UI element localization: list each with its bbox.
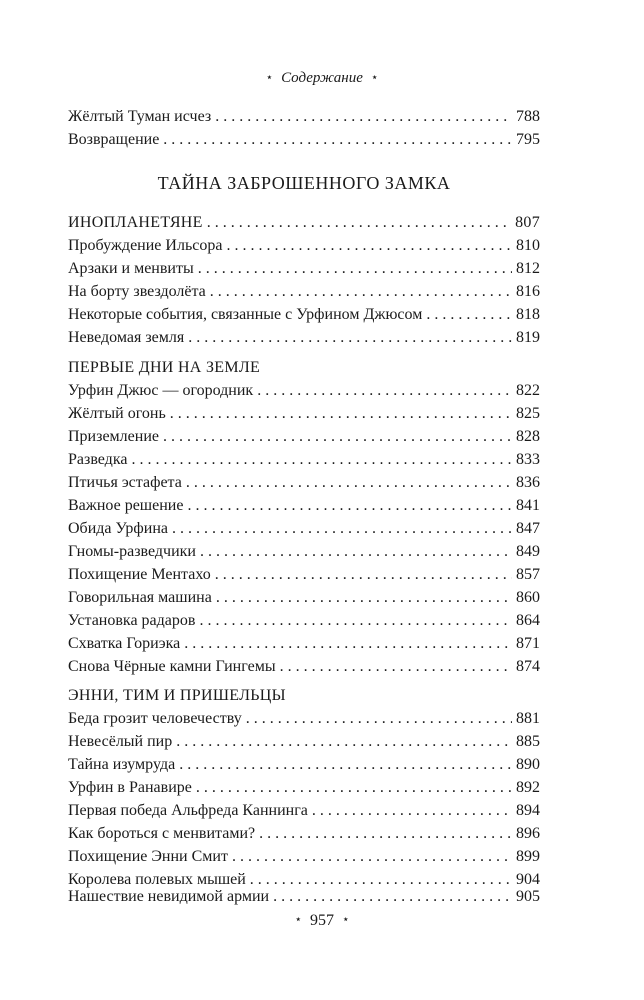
toc-entry-page: 795 (516, 131, 540, 148)
leader-dots (163, 426, 512, 448)
leader-dots (246, 708, 512, 730)
part-title: ЭННИ, ТИМ И ПРИШЕЛЬЦЫ (68, 687, 286, 704)
toc-entry-title: Установка радаров (68, 612, 196, 629)
toc-entry-title: На борту звездолёта (68, 283, 206, 300)
toc-entry[interactable] (68, 610, 540, 632)
toc-entry[interactable] (68, 426, 540, 448)
toc-entry-page: 894 (516, 802, 540, 819)
toc-entry[interactable] (68, 380, 540, 402)
leader-dots (257, 380, 512, 402)
leader-dots (207, 212, 511, 234)
toc-entry-page: 822 (516, 382, 540, 399)
star-ornament-icon: ⋆ (370, 70, 379, 84)
toc-entry[interactable] (68, 449, 540, 471)
toc-entry[interactable] (68, 731, 540, 753)
toc-entry[interactable] (68, 846, 540, 868)
star-ornament-icon: ⋆ (342, 912, 350, 926)
toc-entry[interactable] (68, 258, 540, 280)
toc-entry[interactable] (68, 106, 540, 128)
toc-entry[interactable] (68, 587, 540, 609)
toc-entry-page: 892 (516, 779, 540, 796)
toc-entry-title: Гномы-разведчики (68, 543, 196, 560)
leader-dots (184, 633, 512, 655)
toc-entry-page: 881 (516, 710, 540, 727)
leader-dots (215, 564, 512, 586)
toc-entry-title: Возвращение (68, 131, 160, 148)
leader-dots (188, 327, 512, 349)
part-heading-entry[interactable] (68, 212, 540, 234)
toc-entry[interactable] (68, 472, 540, 494)
toc-entry-title: Схватка Гориэка (68, 635, 181, 652)
leader-dots (215, 106, 512, 128)
leader-dots (273, 886, 512, 908)
toc-entry-page: 874 (516, 658, 540, 675)
toc-entry-page: 857 (516, 566, 540, 583)
leader-dots (198, 258, 512, 280)
leader-dots (163, 129, 512, 151)
page-footer (0, 912, 644, 930)
toc-entry-page: 788 (516, 108, 540, 125)
toc-entry-title: Арзаки и менвиты (68, 260, 194, 277)
leader-dots (170, 403, 512, 425)
leader-dots (199, 610, 512, 632)
toc-entry-title: Урфин в Ранавире (68, 779, 192, 796)
toc-entry[interactable] (68, 564, 540, 586)
toc-entry[interactable] (68, 495, 540, 517)
toc-entry[interactable] (68, 518, 540, 540)
leader-dots (176, 731, 512, 753)
leader-dots (232, 846, 512, 868)
toc-entry[interactable] (68, 886, 540, 908)
leader-dots (187, 495, 512, 517)
toc-entry-title: Невесёлый пир (68, 733, 173, 750)
toc-entry-title: Первая победа Альфреда Каннинга (68, 802, 308, 819)
toc-entry[interactable] (68, 823, 540, 845)
toc-entry-title: Королева полевых мышей (68, 871, 246, 888)
part-title: ИНОПЛАНЕТЯНЕ (68, 214, 203, 231)
part-title: ПЕРВЫЕ ДНИ НА ЗЕМЛЕ (68, 359, 261, 376)
toc-entry-title: Пробуждение Ильсора (68, 237, 223, 254)
leader-dots (426, 304, 512, 326)
toc-entry[interactable] (68, 800, 540, 822)
toc-entry-title: Птичья эстафета (68, 474, 182, 491)
toc-entry-page: 833 (516, 451, 540, 468)
star-ornament-icon: ⋆ (265, 70, 274, 84)
toc-entry[interactable] (68, 327, 540, 349)
part-page: 807 (515, 214, 540, 231)
toc-entry-page: 836 (516, 474, 540, 491)
toc-entry-title: Тайна изумруда (68, 756, 176, 773)
toc-entry[interactable] (68, 403, 540, 425)
toc-entry-title: Урфин Джюс — огородник (68, 382, 254, 399)
toc-entry-title: Говорильная машина (68, 589, 212, 606)
toc-entry-title: Важное решение (68, 497, 184, 514)
toc-entry-page: 896 (516, 825, 540, 842)
toc-entry[interactable] (68, 633, 540, 655)
toc-entry-page: 816 (516, 283, 540, 300)
toc-entry-title: Нашествие невидимой армии (68, 888, 270, 905)
page-number: 957 (310, 912, 334, 929)
leader-dots (216, 587, 512, 609)
book-title: ТАЙНА ЗАБРОШЕННОГО ЗАМКА (157, 173, 451, 193)
toc-entry-page: 812 (516, 260, 540, 277)
toc-entry-page: 899 (516, 848, 540, 865)
toc-entry[interactable] (68, 708, 540, 730)
leader-dots (280, 656, 512, 678)
toc-entry[interactable] (68, 777, 540, 799)
toc-entry[interactable] (68, 235, 540, 257)
toc-entry-page: 819 (516, 329, 540, 346)
toc-entry-page: 849 (516, 543, 540, 560)
toc-entry[interactable] (68, 541, 540, 563)
toc-entry[interactable] (68, 129, 540, 151)
leader-dots (179, 754, 512, 776)
toc-entry-title: Приземление (68, 428, 159, 445)
toc-entry-page: 847 (516, 520, 540, 537)
toc-entry-title: Как бороться с менвитами? (68, 825, 256, 842)
toc-entry-page: 860 (516, 589, 540, 606)
toc-entry-page: 864 (516, 612, 540, 629)
toc-entry-page: 904 (516, 871, 540, 888)
leader-dots (200, 541, 512, 563)
toc-entry-page: 841 (516, 497, 540, 514)
toc-entry[interactable] (68, 656, 540, 678)
leader-dots (259, 823, 512, 845)
toc-entry-title: Некоторые события, связанные с Урфином Джюсом (68, 306, 423, 323)
running-title: Содержание (281, 70, 363, 86)
leader-dots (226, 235, 512, 257)
toc-entry-page: 890 (516, 756, 540, 773)
toc-entry-page: 810 (516, 237, 540, 254)
toc-entry-page: 818 (516, 306, 540, 323)
toc-entry-title: Похищение Энни Смит (68, 848, 228, 865)
running-head (0, 70, 644, 87)
toc-entry-title: Похищение Ментахо (68, 566, 211, 583)
toc-entry-page: 885 (516, 733, 540, 750)
leader-dots (312, 800, 512, 822)
toc-entry-title: Жёлтый Туман исчез (68, 108, 212, 125)
toc-entry-title: Разведка (68, 451, 128, 468)
toc-entry[interactable] (68, 304, 540, 326)
leader-dots (172, 518, 512, 540)
toc-entry-page: 871 (516, 635, 540, 652)
leader-dots (186, 472, 512, 494)
leader-dots (196, 777, 512, 799)
toc-entry[interactable] (68, 754, 540, 776)
toc-entry-title: Жёлтый огонь (68, 405, 166, 422)
leader-dots (210, 281, 512, 303)
star-ornament-icon: ⋆ (294, 912, 302, 926)
toc-entry-title: Неведомая земля (68, 329, 185, 346)
toc-entry[interactable] (68, 281, 540, 303)
toc-entry-page: 828 (516, 428, 540, 445)
toc-entry-title: Снова Чёрные камни Гингемы (68, 658, 276, 675)
toc-entry-title: Беда грозит человечеству (68, 710, 242, 727)
leader-dots (131, 449, 512, 471)
toc-entry-page: 825 (516, 405, 540, 422)
toc-entry-page: 905 (516, 888, 540, 905)
toc-entry-title: Обида Урфина (68, 520, 169, 537)
